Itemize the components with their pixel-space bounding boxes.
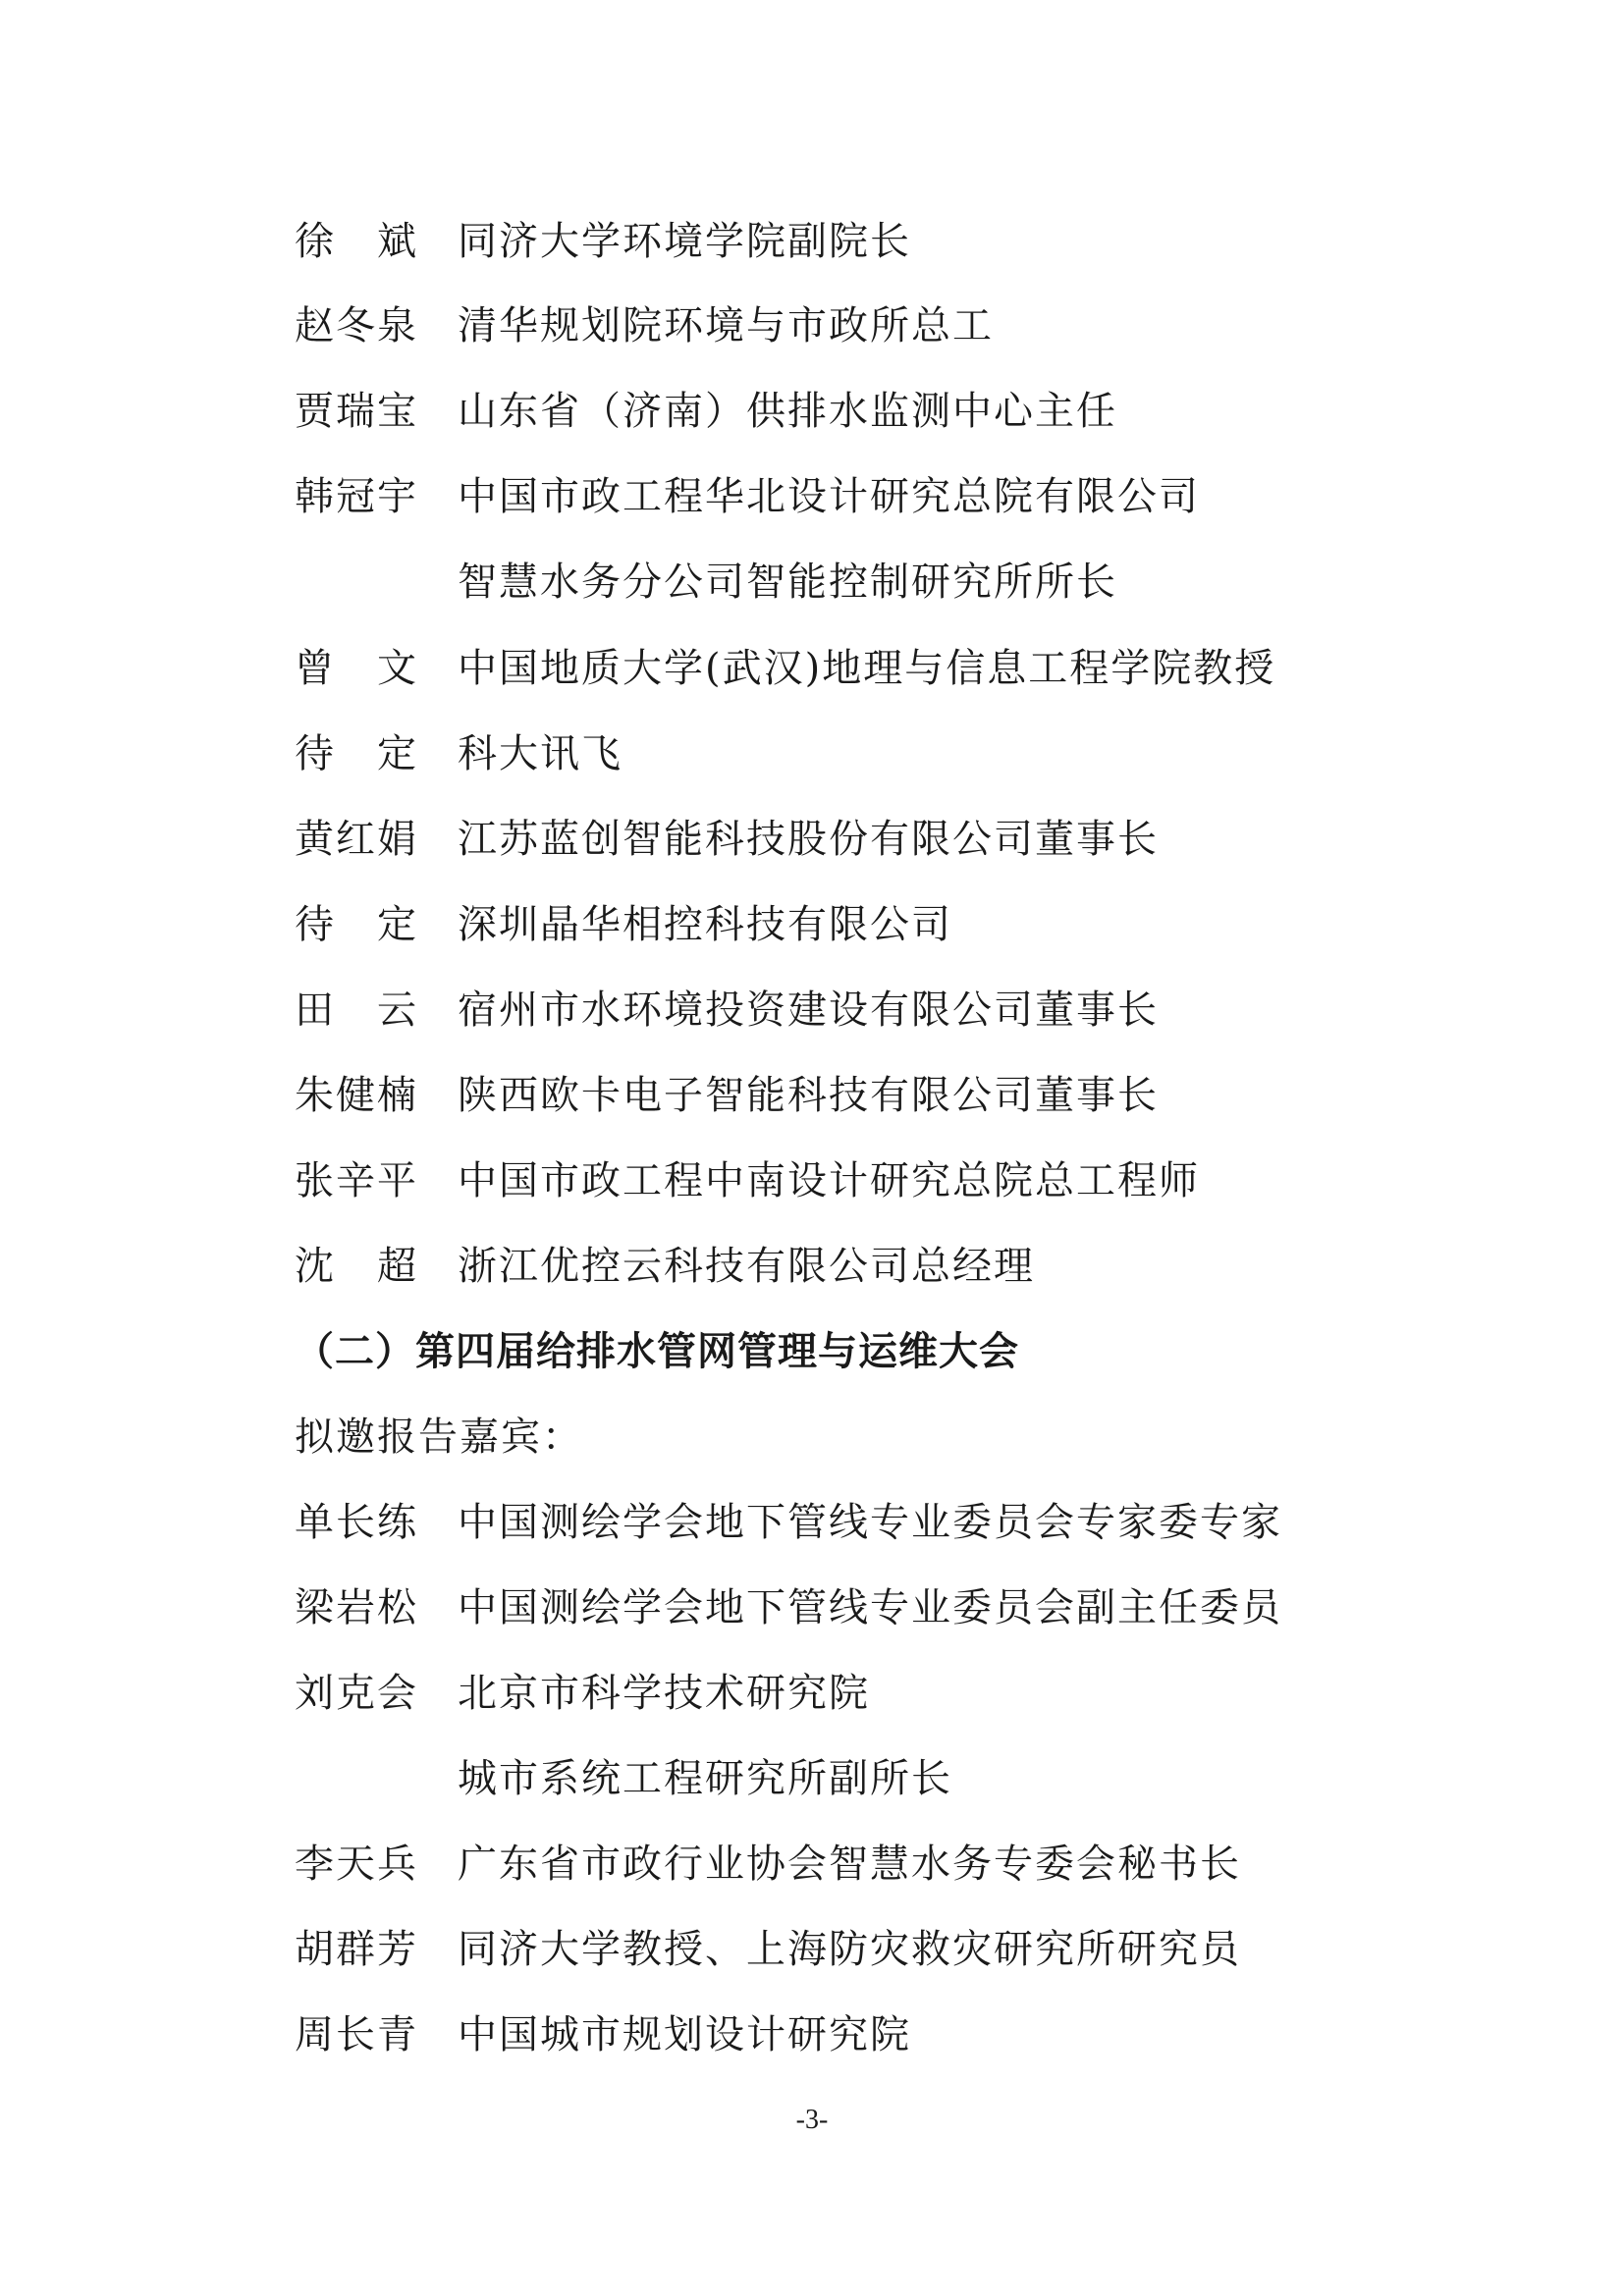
guest-name: 刘克会 xyxy=(295,1671,418,1716)
guest-entry xyxy=(295,1578,1282,1637)
guest-entry xyxy=(295,1493,1282,1552)
guest-name: 徐 斌 xyxy=(295,219,418,264)
guest-entry xyxy=(295,1151,1200,1210)
guest-name: 贾瑞宝 xyxy=(295,389,418,434)
guest-affiliation: 中国市政工程中南设计研究总院总工程师 xyxy=(458,1158,1200,1203)
guest-affiliation: 北京市科学技术研究院 xyxy=(458,1671,870,1716)
guest-affiliation: 宿州市水环境投资建设有限公司董事长 xyxy=(458,988,1159,1033)
guest-name: 待 定 xyxy=(295,902,418,947)
guest-affiliation: 科大讯飞 xyxy=(458,731,623,776)
guest-entry xyxy=(295,1066,1159,1125)
guest-name: 张辛平 xyxy=(295,1158,418,1203)
guest-name: 黄红娟 xyxy=(295,817,418,862)
guest-entry xyxy=(295,810,1159,869)
guest-affiliation-continued: 智慧水务分公司智能控制研究所所长 xyxy=(458,560,1117,605)
guest-entry xyxy=(295,382,1117,441)
page-number: -3- xyxy=(795,2105,829,2135)
guest-entry xyxy=(295,1237,1035,1296)
guest-affiliation: 中国城市规划设计研究院 xyxy=(458,2012,911,2057)
guest-name: 赵冬泉 xyxy=(295,303,418,348)
guest-affiliation: 中国市政工程华北设计研究总院有限公司 xyxy=(458,474,1200,519)
guest-entry xyxy=(295,895,952,954)
guest-name: 田 云 xyxy=(295,988,418,1033)
guest-entry xyxy=(295,981,1159,1040)
guest-affiliation: 中国测绘学会地下管线专业委员会副主任委员 xyxy=(458,1585,1282,1630)
guest-affiliation: 广东省市政行业协会智慧水务专委会秘书长 xyxy=(458,1842,1241,1887)
guest-entry xyxy=(295,639,1275,698)
guest-affiliation: 深圳晶华相控科技有限公司 xyxy=(458,902,952,947)
guest-affiliation: 江苏蓝创智能科技股份有限公司董事长 xyxy=(458,817,1159,862)
guest-name: 曾 文 xyxy=(295,646,418,691)
guest-name: 待 定 xyxy=(295,731,418,776)
guest-entry xyxy=(295,212,911,271)
guest-affiliation: 清华规划院环境与市政所总工 xyxy=(458,303,994,348)
guest-affiliation: 同济大学环境学院副院长 xyxy=(458,219,911,264)
guest-name: 朱健楠 xyxy=(295,1073,418,1118)
guest-affiliation: 陕西欧卡电子智能科技有限公司董事长 xyxy=(458,1073,1159,1118)
guest-name: 周长青 xyxy=(295,2012,418,2057)
guest-affiliation-continued: 城市系统工程研究所副所长 xyxy=(458,1756,952,1801)
guest-entry xyxy=(295,1920,1241,1979)
guest-affiliation: 浙江优控云科技有限公司总经理 xyxy=(458,1244,1035,1289)
section-intro: 拟邀报告嘉宾： xyxy=(295,1415,583,1460)
guest-entry xyxy=(295,1664,870,1723)
guest-entry xyxy=(295,296,994,355)
guest-affiliation: 中国地质大学(武汉)地理与信息工程学院教授 xyxy=(458,646,1276,691)
guest-name: 韩冠宇 xyxy=(295,474,418,519)
guest-affiliation: 同济大学教授、上海防灾救灾研究所研究员 xyxy=(458,1927,1241,1972)
guest-name: 单长练 xyxy=(295,1500,418,1545)
guest-affiliation: 中国测绘学会地下管线专业委员会专家委专家 xyxy=(458,1500,1282,1545)
guest-entry xyxy=(295,467,1200,526)
guest-name: 李天兵 xyxy=(295,1842,418,1887)
guest-entry xyxy=(295,1835,1241,1894)
guest-entry xyxy=(295,2005,911,2064)
guest-name: 胡群芳 xyxy=(295,1927,418,1972)
guest-name: 沈 超 xyxy=(295,1244,418,1289)
section-heading: （二）第四届给排水管网管理与运维大会 xyxy=(295,1329,1019,1374)
guest-name: 梁岩松 xyxy=(295,1585,418,1630)
guest-entry xyxy=(295,724,623,783)
guest-affiliation: 山东省（济南）供排水监测中心主任 xyxy=(458,389,1117,434)
